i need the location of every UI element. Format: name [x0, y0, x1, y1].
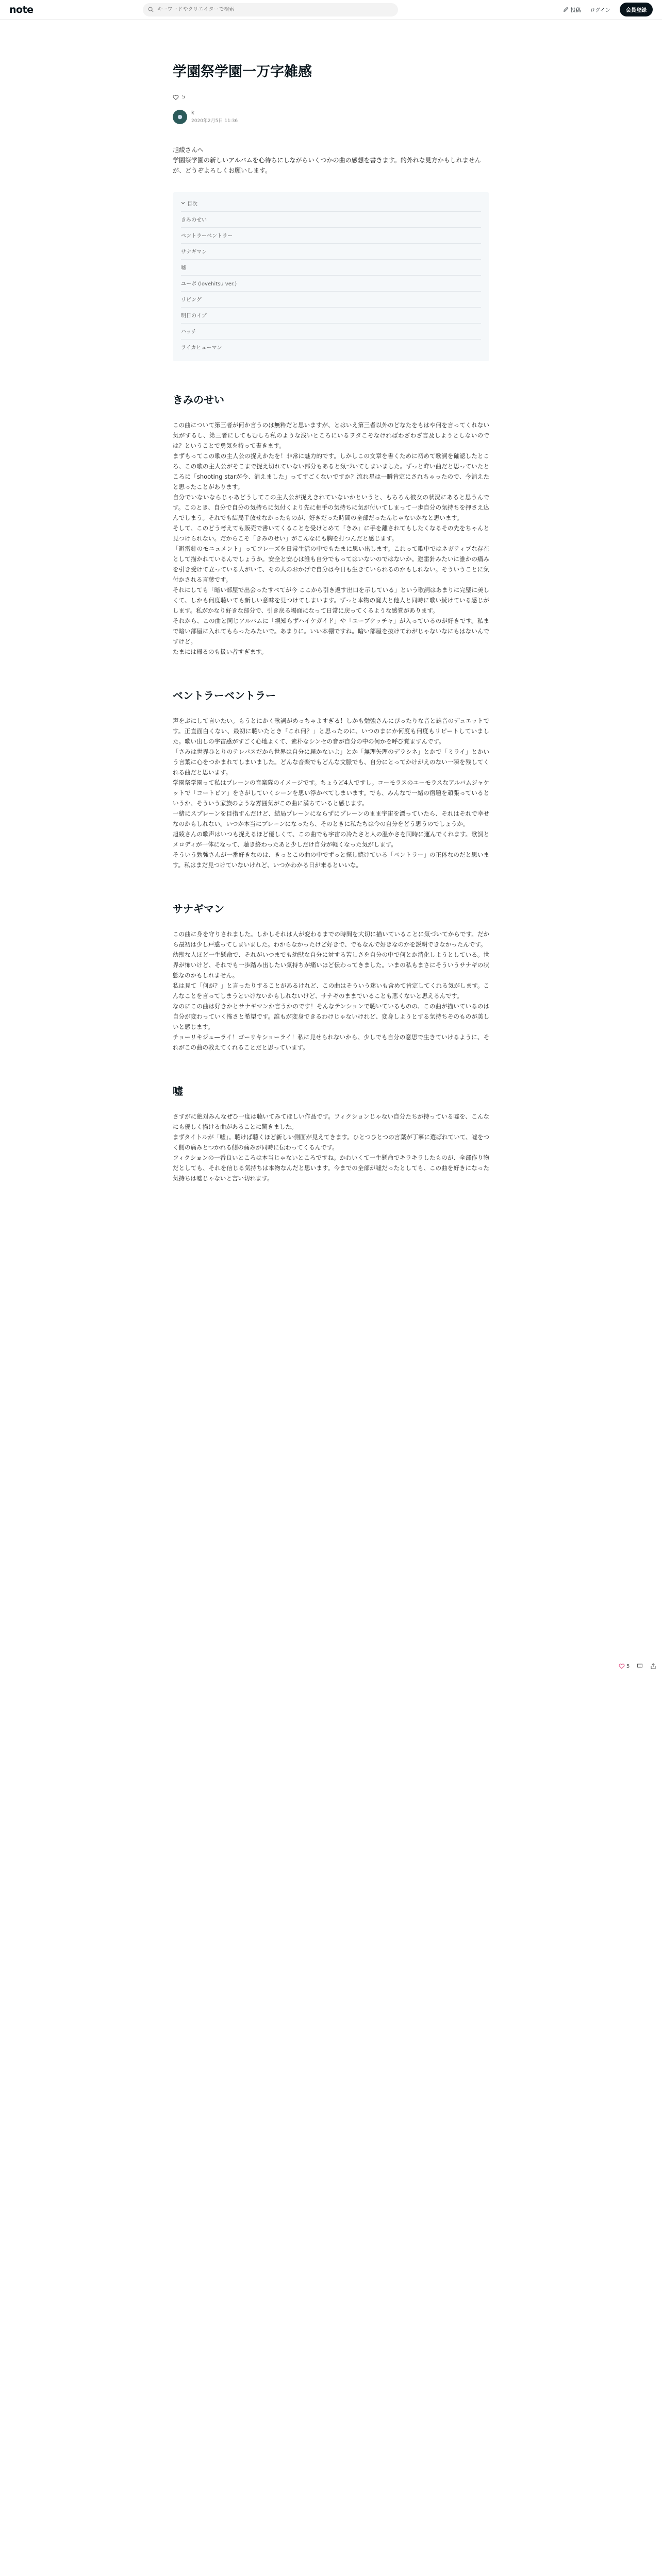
paragraph: 一緒にスプレーンを目指すんだけど、結局プレーンにならずにプレーンのまま宇宙を漂っていたら、それはそれで幸せなのかもしれない。いつか本当にプレーンになったら、そのときに私たちは今の自分をどう思うのでしょうか。 — [173, 809, 489, 827]
post-button[interactable] — [563, 6, 581, 13]
section-bentora — [173, 688, 489, 870]
paragraph: それから、この曲と同じアルバムに「親知らずハイケガイド」や「ユーブケッチャ」が入っているのが好きです。私まで暗い部屋に入れてもらったみたいで。あまりに。いい本棚ですね。暗い部屋を抜けてわがじゃないなにもはないんですけど。 — [173, 617, 489, 645]
like-count: 5 — [182, 94, 186, 100]
paragraph: チョーリキジュ—ライ！ゴーリキショーライ！私に見せられないから、少しでも自分の意思で生きていけるように、それがこの曲の教えてくれることだと思っています。 — [173, 1033, 489, 1051]
global-header — [0, 0, 662, 20]
login-link[interactable]: ログイン — [590, 8, 610, 13]
like-row — [173, 94, 489, 100]
paragraph: まずもってこの歌の主人公の捉えかたを！非常に魅力的です。しかしこの文章を書くために初めて歌詞を確認したところ、この歌の主人公がそこまで捉え切れていない部分もあると気づいてしまいました。ずっと昨い曲だと思っていたところに「shooting starが今、消えました」ってすごくないですか？流れ星は一瞬肯定にされちゃったので、今消えたと思ったことがあります。 — [173, 452, 489, 490]
toc-item[interactable]: ベントラーベントラー — [181, 227, 481, 243]
chevron-down-icon — [181, 201, 185, 205]
paragraph: 幼獣な人ほど一生懸命で、それがいつまでも幼獣な自分に対する苦しさを自分の中で何とか消化しようとしている。世界が怖いけど、それでも一歩踏み出したい気持ちが痛いほど伝わってきました。いまの私もまさにそういうサナギの状態なのかもしれません。 — [173, 951, 489, 979]
section-body — [173, 420, 489, 657]
paragraph: さすがに絶対みんなぜひ一度は聴いてみてほしい作品です。フィクションじゃない自分たちが持っている嘘を、こんなにも優しく描ける曲があることに驚きました。 — [173, 1112, 489, 1130]
toc-item[interactable]: 明日のイブ — [181, 307, 481, 323]
paragraph: 学園祭学園って私はプレーンの音楽隊のイメージです。ちょうど4人ですし。コーモラスのユーモラスなアルバムジャケットで「コートピア」をさがしていくシーンを思い浮かべてしまいます。でも、みんなで一緒の宿題を頑張っているというか、そういう家族のような雰囲気がこの曲に満ちていると感じます。 — [173, 778, 489, 807]
paragraph: まずタイトルが「嘘」。聴けば聴くほど新しい側面が見えてきます。ひとつひとつの言葉が丁寧に選ばれていて、嘘をつく側の痛みとつかれる側の痛みが同時に伝わってくるんです。 — [173, 1133, 489, 1151]
section-uso — [173, 1083, 489, 1183]
section-heading: サナギマン — [173, 902, 224, 915]
paragraph: 私は見て「何が？」と言ったりすることがあるけれど、この曲はそういう迷いも含めて肯定してくれる気がします。こんなことを言ってしまうといけないかもしれないけど、サナギのままでいることも悪くないと思えるんです。 — [173, 981, 489, 999]
section-body — [173, 1111, 489, 1183]
toc-item[interactable]: サナギマン — [181, 243, 481, 259]
heart-icon — [619, 1663, 625, 1669]
paragraph: 「避雷針のモニュメント」ってフレーズを日常生活の中でもたまに思い出します。これって歌中ではネガティブな存在として描かれているんでしょうか。安全と安心は誰も自分でもってはいないのではないか。避雷針みたいに誰かの痛みを引き受けて立っている人がいて、その人のおかげで自分は今日も生きていられるのかもしれない。そういうことに気付かされる言葉です。 — [173, 545, 489, 583]
pencil-icon — [563, 7, 569, 12]
paragraph: そういう勉強さんが一番好きなのは、きっとこの曲の中でずっと探し続けている「ベントラー」の正体なのだと思います。私はまだ見つけていないけれど、いつかわかる日が来るといいな。 — [173, 851, 489, 869]
toc-item[interactable]: リビング — [181, 291, 481, 307]
toc-item[interactable]: ユーポ (lovehitsu ver.) — [181, 275, 481, 291]
toc-label: 目次 — [187, 201, 197, 207]
intro-line: 旭綾さんへ — [173, 146, 204, 154]
paragraph: 自分でいないならじゃあどうしてこの主人公が捉えきれていないかというと、もちろん彼女の状況にあると思うんです。このとき、自分で自分の気持ちに気付くより先に相手の気持ちに気が付いてしまって一歩自分の気持ちを押さえ込んでしまう。それでも結局手放せなかったものが、好きだった時間の全部だったんじゃないかなと思います。 — [173, 493, 489, 521]
table-of-contents — [173, 192, 489, 361]
avatar[interactable]: ● — [173, 110, 187, 124]
like-button[interactable] — [619, 1663, 630, 1669]
toc-item[interactable]: ライカヒューマン — [181, 339, 481, 355]
side-like-count: 5 — [626, 1663, 630, 1669]
intro-line: 学園祭学園の新しいアルバムを心待ちにしながらいくつかの曲の感想を書きます。的外れな見方かもしれませんが、どうぞよろしくお願いします。 — [173, 156, 481, 174]
paragraph: 声をぶにして言いたい。もうとにかく歌詞がめっちゃよすぎる！しかも勉強さんにぴったりな音と雑音のデュエットです。正直面白くない、最初に聴いたとき「これ何？」と思ったのに、いつのまにか何度も何度もリピートしていました。歌い出しの宇宙感がすごく心地よくて、素朴なシンセの音が自分の中の何かを呼び覚ますんです。 — [173, 717, 489, 745]
paragraph: 「さみは世界ひとりのテレパスだから世界は自分に届かないよ」とか「無理矢理のデラシネ」とかで「ミライ」とかいう言葉に心をつかまれてしまいました。どんな音楽でもどんな文脈でも、自分にとってかけがえのない一瞬を残してくれる曲だと思います。 — [173, 748, 489, 776]
section-kiminosei — [173, 392, 489, 657]
article-title: 学園祭学園一万字雑感 — [173, 64, 312, 80]
section-heading: きみのせい — [173, 393, 224, 406]
floating-actions — [619, 1663, 656, 1669]
paragraph: この曲に身を守りされました。しかしそれは人が変わるまでの時間を大切に描いていることに気づいてからです。だから最初は少し戸惑ってしまいました。わからなかったけど好きで、でもなんで好きなのかを説明できなかったんです。 — [173, 930, 489, 948]
toc-header[interactable] — [181, 199, 481, 207]
intro-text — [173, 145, 489, 176]
paragraph: この曲について第三者が何か言うのは無粋だと思いますが、とはいえ第三者以外のどなたをもはや何を言ってくれない気がするし、第三者にしてもむしろ私のような浅いところにいるヲタこそなければわざわざ言及しようとしないのでは？ということで勇気を持って書きます。 — [173, 421, 489, 449]
search-bar[interactable] — [143, 3, 398, 16]
section-heading: ベントラーベントラー — [173, 689, 276, 702]
toc-item[interactable]: 嘘 — [181, 259, 481, 275]
paragraph: 旭綾さんの歌声はいつも捉えるほど優しくて、この曲でも宇宙の冷たさと人の温かさを同時に運んでくれます。歌詞とメロディが一体になって、聴き終わったあと少しだけ自分が軽くなった気がします。 — [173, 830, 489, 848]
section-body — [173, 929, 489, 1053]
search-icon — [148, 7, 154, 12]
header-actions — [563, 3, 653, 16]
paragraph: それにしても「暗い部屋で出会ったすべてが今 ここから引き返す出口を示している」という歌詞はあまりに完璧に美しくて、しかも何度聴いても新しい意味を見つけてしまいます。ずっと本物の寛大と他人と同時に歌い続けている感じがします。私がかなり好きな部分で、引き戻る場面になって日常に戻ってくるような感覚があります。 — [173, 586, 489, 614]
note-logo[interactable]: note — [9, 4, 34, 15]
section-sanagiman — [173, 901, 489, 1053]
signup-button[interactable]: 会員登録 — [620, 3, 653, 16]
share-icon[interactable] — [650, 1663, 656, 1669]
paragraph: そして、このどう考えても販売で書いてくることを受けとめて「きみ」に手を離されてもしたくなるその先をちゃんと見つけられない。だからこそ「きみのせい」がこんなにも胸を打つんだと感じます。 — [173, 524, 489, 542]
search-input[interactable] — [157, 7, 384, 12]
paragraph: なのにこの曲は好きかとサナギマンか言うかのです！そんなテンションで聴いているものの、この曲が描いているのは自分が変わっていく怖さと希望です。誰もが変身できるわけじゃないけれど、変身しようとする気持ちそのものが美しいと感じます。 — [173, 1002, 489, 1030]
author-info — [173, 110, 489, 124]
section-heading: 嘘 — [173, 1084, 183, 1097]
heart-icon[interactable] — [173, 94, 179, 100]
section-body — [173, 716, 489, 870]
toc-item[interactable]: ハッチ — [181, 323, 481, 339]
publish-date: 2020年2月5日 11:36 — [191, 118, 238, 124]
paragraph: フィクションの一番良いところは本当じゃないところですね。かわいくて一生懸命でキラキラしたものが、全部作り物だとしても、それを信じる気持ちは本物なんだと思います。今までの全部が嘘だったとしても、この曲を好きになった気持ちは嘘じゃないと言い切れます。 — [173, 1154, 489, 1182]
post-label: 投稿 — [570, 8, 581, 13]
toc-item[interactable]: きみのせい — [181, 211, 481, 227]
author-name[interactable]: k — [191, 110, 194, 116]
article — [173, 62, 489, 1183]
comment-icon[interactable] — [637, 1663, 643, 1669]
paragraph: たまには帰るのも扱い者すぎます。 — [173, 648, 268, 655]
